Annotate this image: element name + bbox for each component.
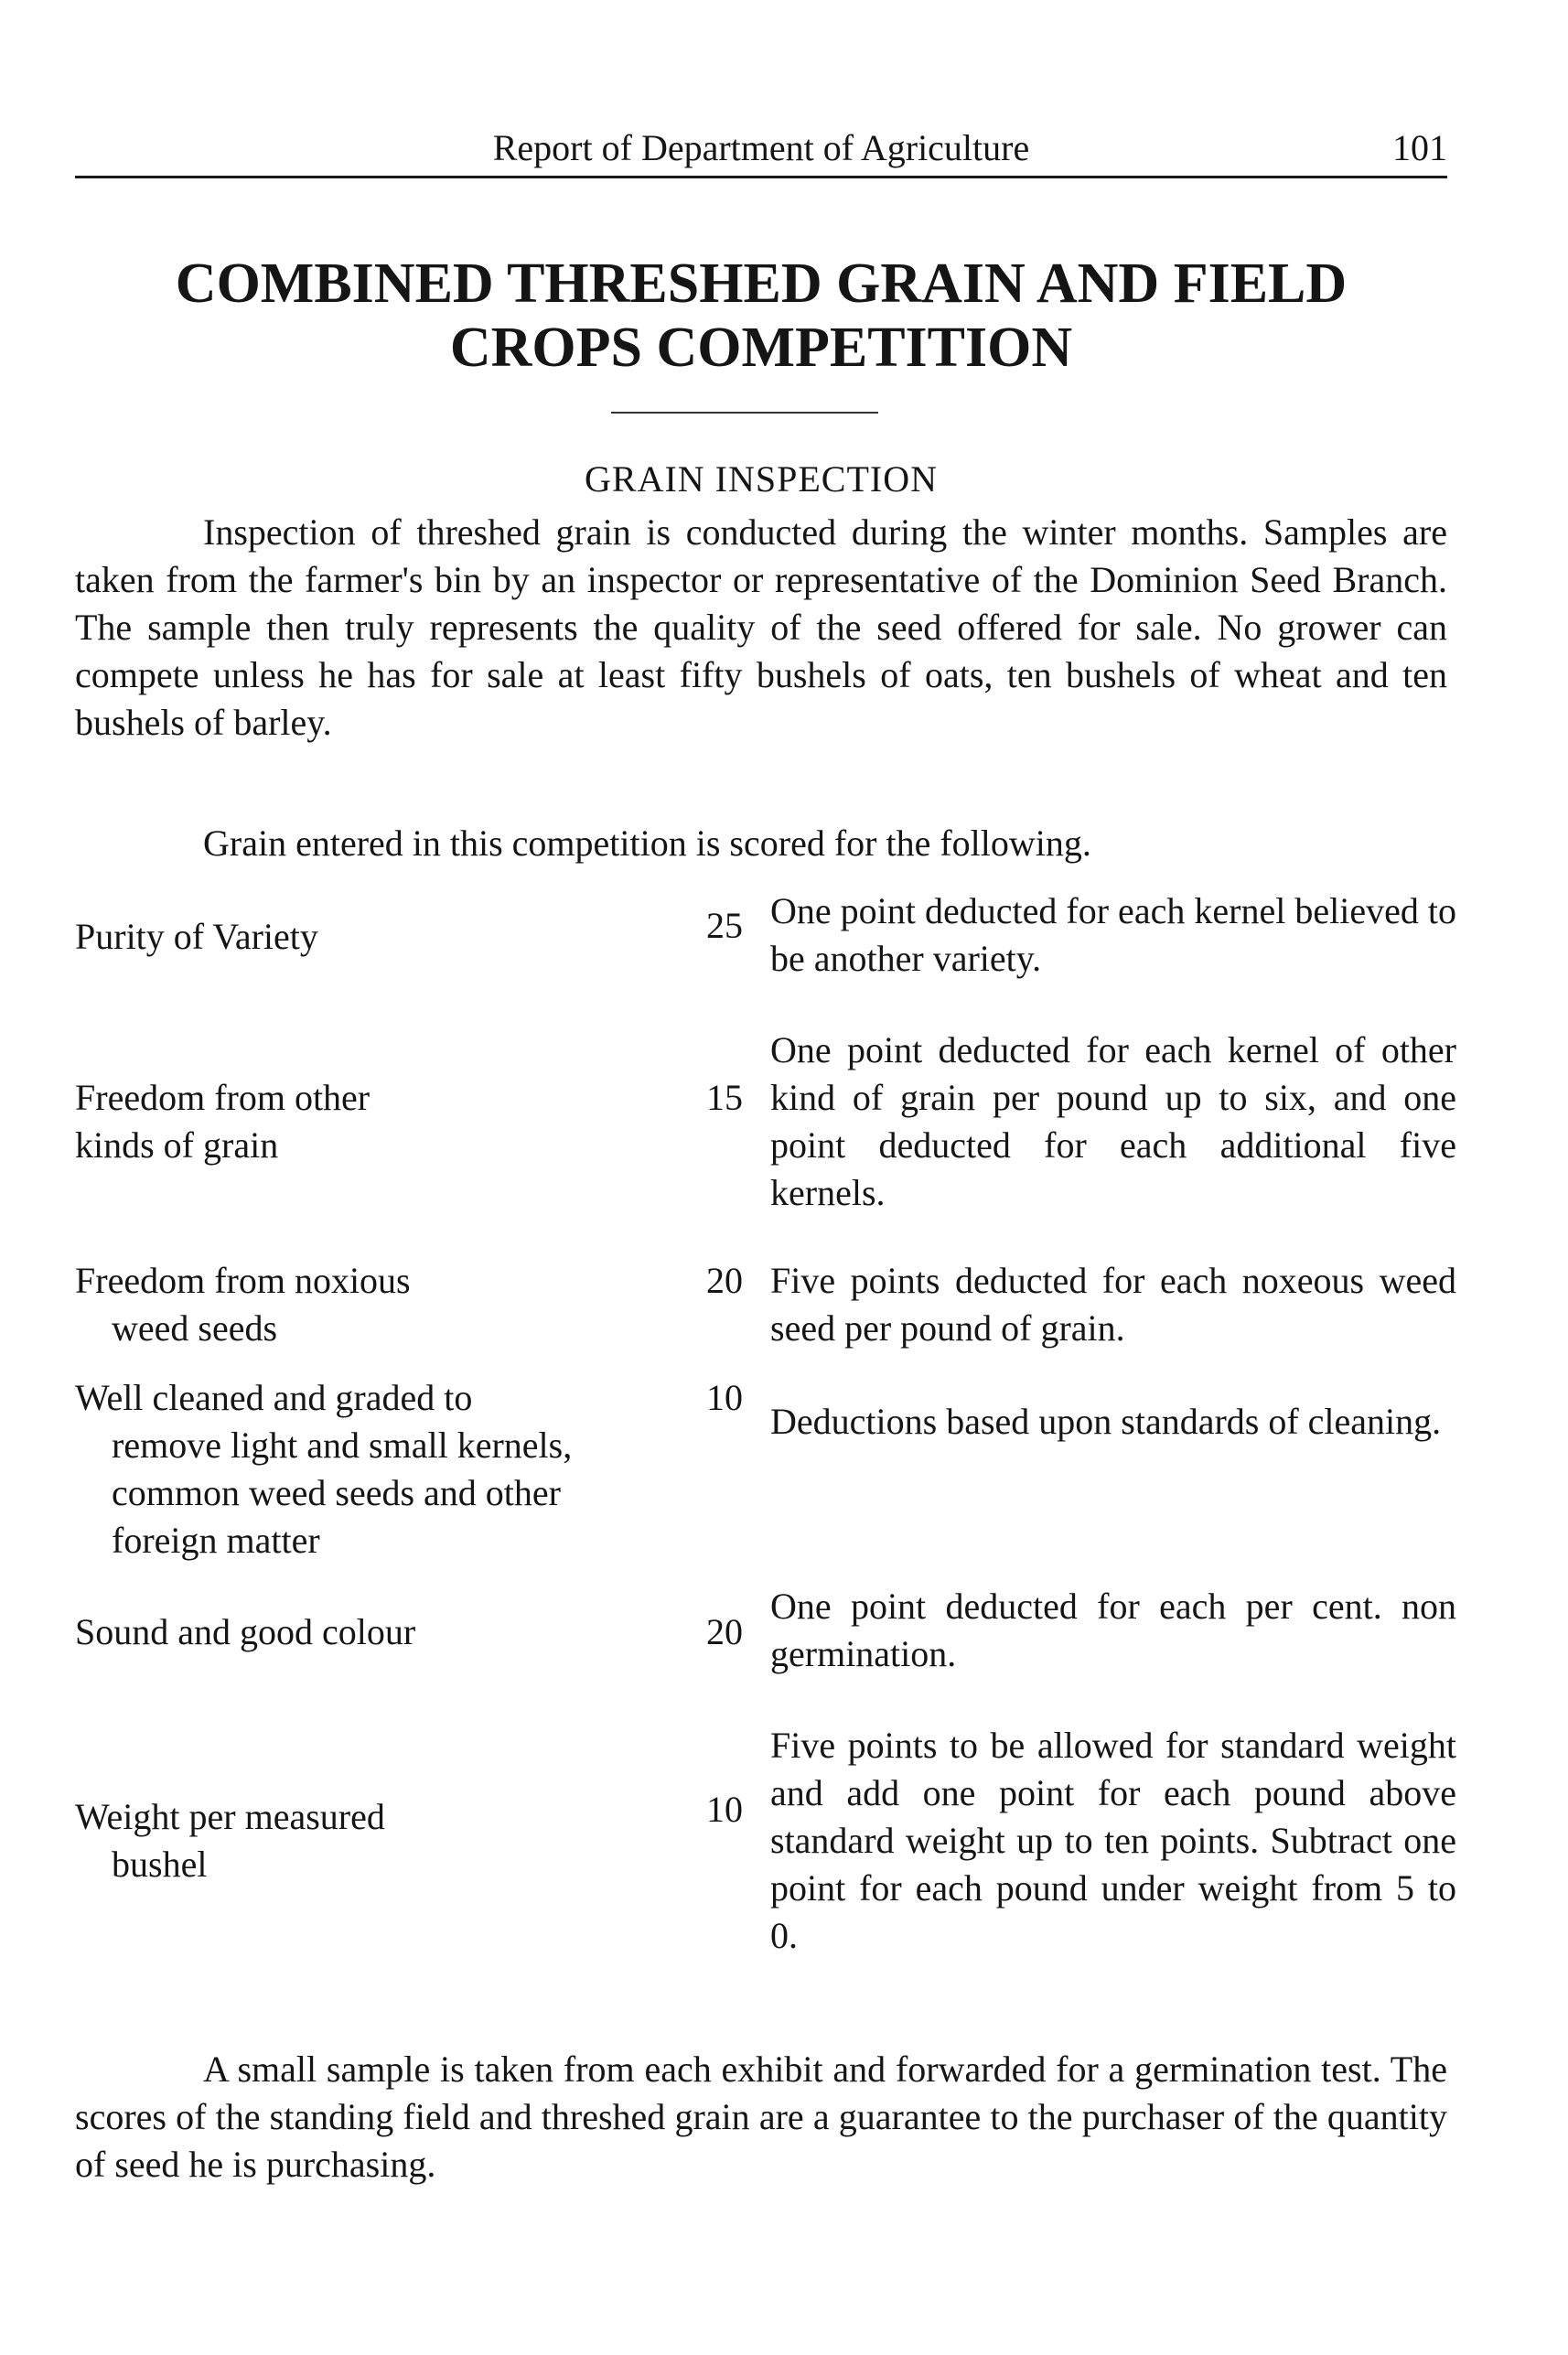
running-head [75, 123, 1447, 178]
criterion-description: One point deducted for each kernel of other kind of grain per pound up to six, and one point deducted for each additional five kernels. [770, 1029, 1456, 1213]
criterion-description: Deductions based upon standards of cleaning. [770, 1401, 1442, 1442]
criterion-name-line: Weight per measured [75, 1796, 385, 1837]
criterion-name-line: kinds of grain [75, 1124, 279, 1166]
criterion-name [75, 1608, 660, 1656]
page-number: 101 [1392, 127, 1447, 168]
closing-paragraph: A small sample is taken from each exhibit and forwarded for a germination test. The scores of the standing field and threshed grain are a guarantee to the purchaser of the quantity of seed he is purchasing. [75, 2049, 1447, 2185]
criterion-name-line: Freedom from noxious [75, 1260, 411, 1301]
criterion-points: 10 [706, 1377, 743, 1418]
running-head-title: Report of Department of Agriculture [492, 127, 1030, 168]
criterion-name-line: Purity of Variety [75, 916, 318, 957]
criterion-description: Five points deducted for each noxeous weed seed per pound of grain. [770, 1260, 1456, 1349]
criterion-name-line: Freedom from other [75, 1077, 371, 1118]
criterion-points: 15 [706, 1077, 743, 1118]
criterion-name [75, 913, 660, 961]
criterion-name-line: weed seeds [112, 1307, 278, 1349]
criterion-name-line: bushel [112, 1844, 208, 1885]
section-heading: GRAIN INSPECTION [585, 458, 938, 500]
criterion-name-line: Sound and good colour [75, 1611, 416, 1652]
intro-paragraph: Inspection of threshed grain is conducted during the winter months. Samples are taken from the farmer's bin by an inspector or representative of the Dominion Seed Branch. The sample then truly represents the quality of the seed offered for sale. No grower can compete unless he has for sale at least fifty bushels of oats, ten bushels of wheat and ten bushels of barley. [75, 511, 1447, 743]
criterion-name [75, 1793, 660, 1888]
criterion-description: One point deducted for each kernel believed to be another variety. [770, 890, 1456, 979]
criterion-name-line: Well cleaned and graded to [75, 1377, 473, 1418]
criterion-name-line: remove light and small kernels, common weed seeds and other foreign matter [112, 1425, 573, 1561]
scoring-intro: Grain entered in this competition is scored for the following. [203, 823, 1091, 864]
criterion-points: 10 [706, 1789, 743, 1830]
criterion-name [75, 1257, 660, 1352]
criterion-description: Five points to be allowed for standard weight and add one point for each pound above standard weight up to ten points. Subtract one point for each pound under weight from 5 to 0. [770, 1725, 1456, 1956]
page-title: COMBINED THRESHED GRAIN AND FIELD CROPS COMPETITION [175, 253, 1348, 379]
criterion-points: 25 [706, 905, 743, 946]
criterion-name [75, 1074, 660, 1169]
criterion-points: 20 [706, 1611, 743, 1652]
criterion-description: One point deducted for each per cent. non germination. [770, 1586, 1456, 1674]
criterion-points: 20 [706, 1260, 743, 1301]
title-divider [611, 412, 878, 414]
criterion-name [75, 1374, 660, 1565]
